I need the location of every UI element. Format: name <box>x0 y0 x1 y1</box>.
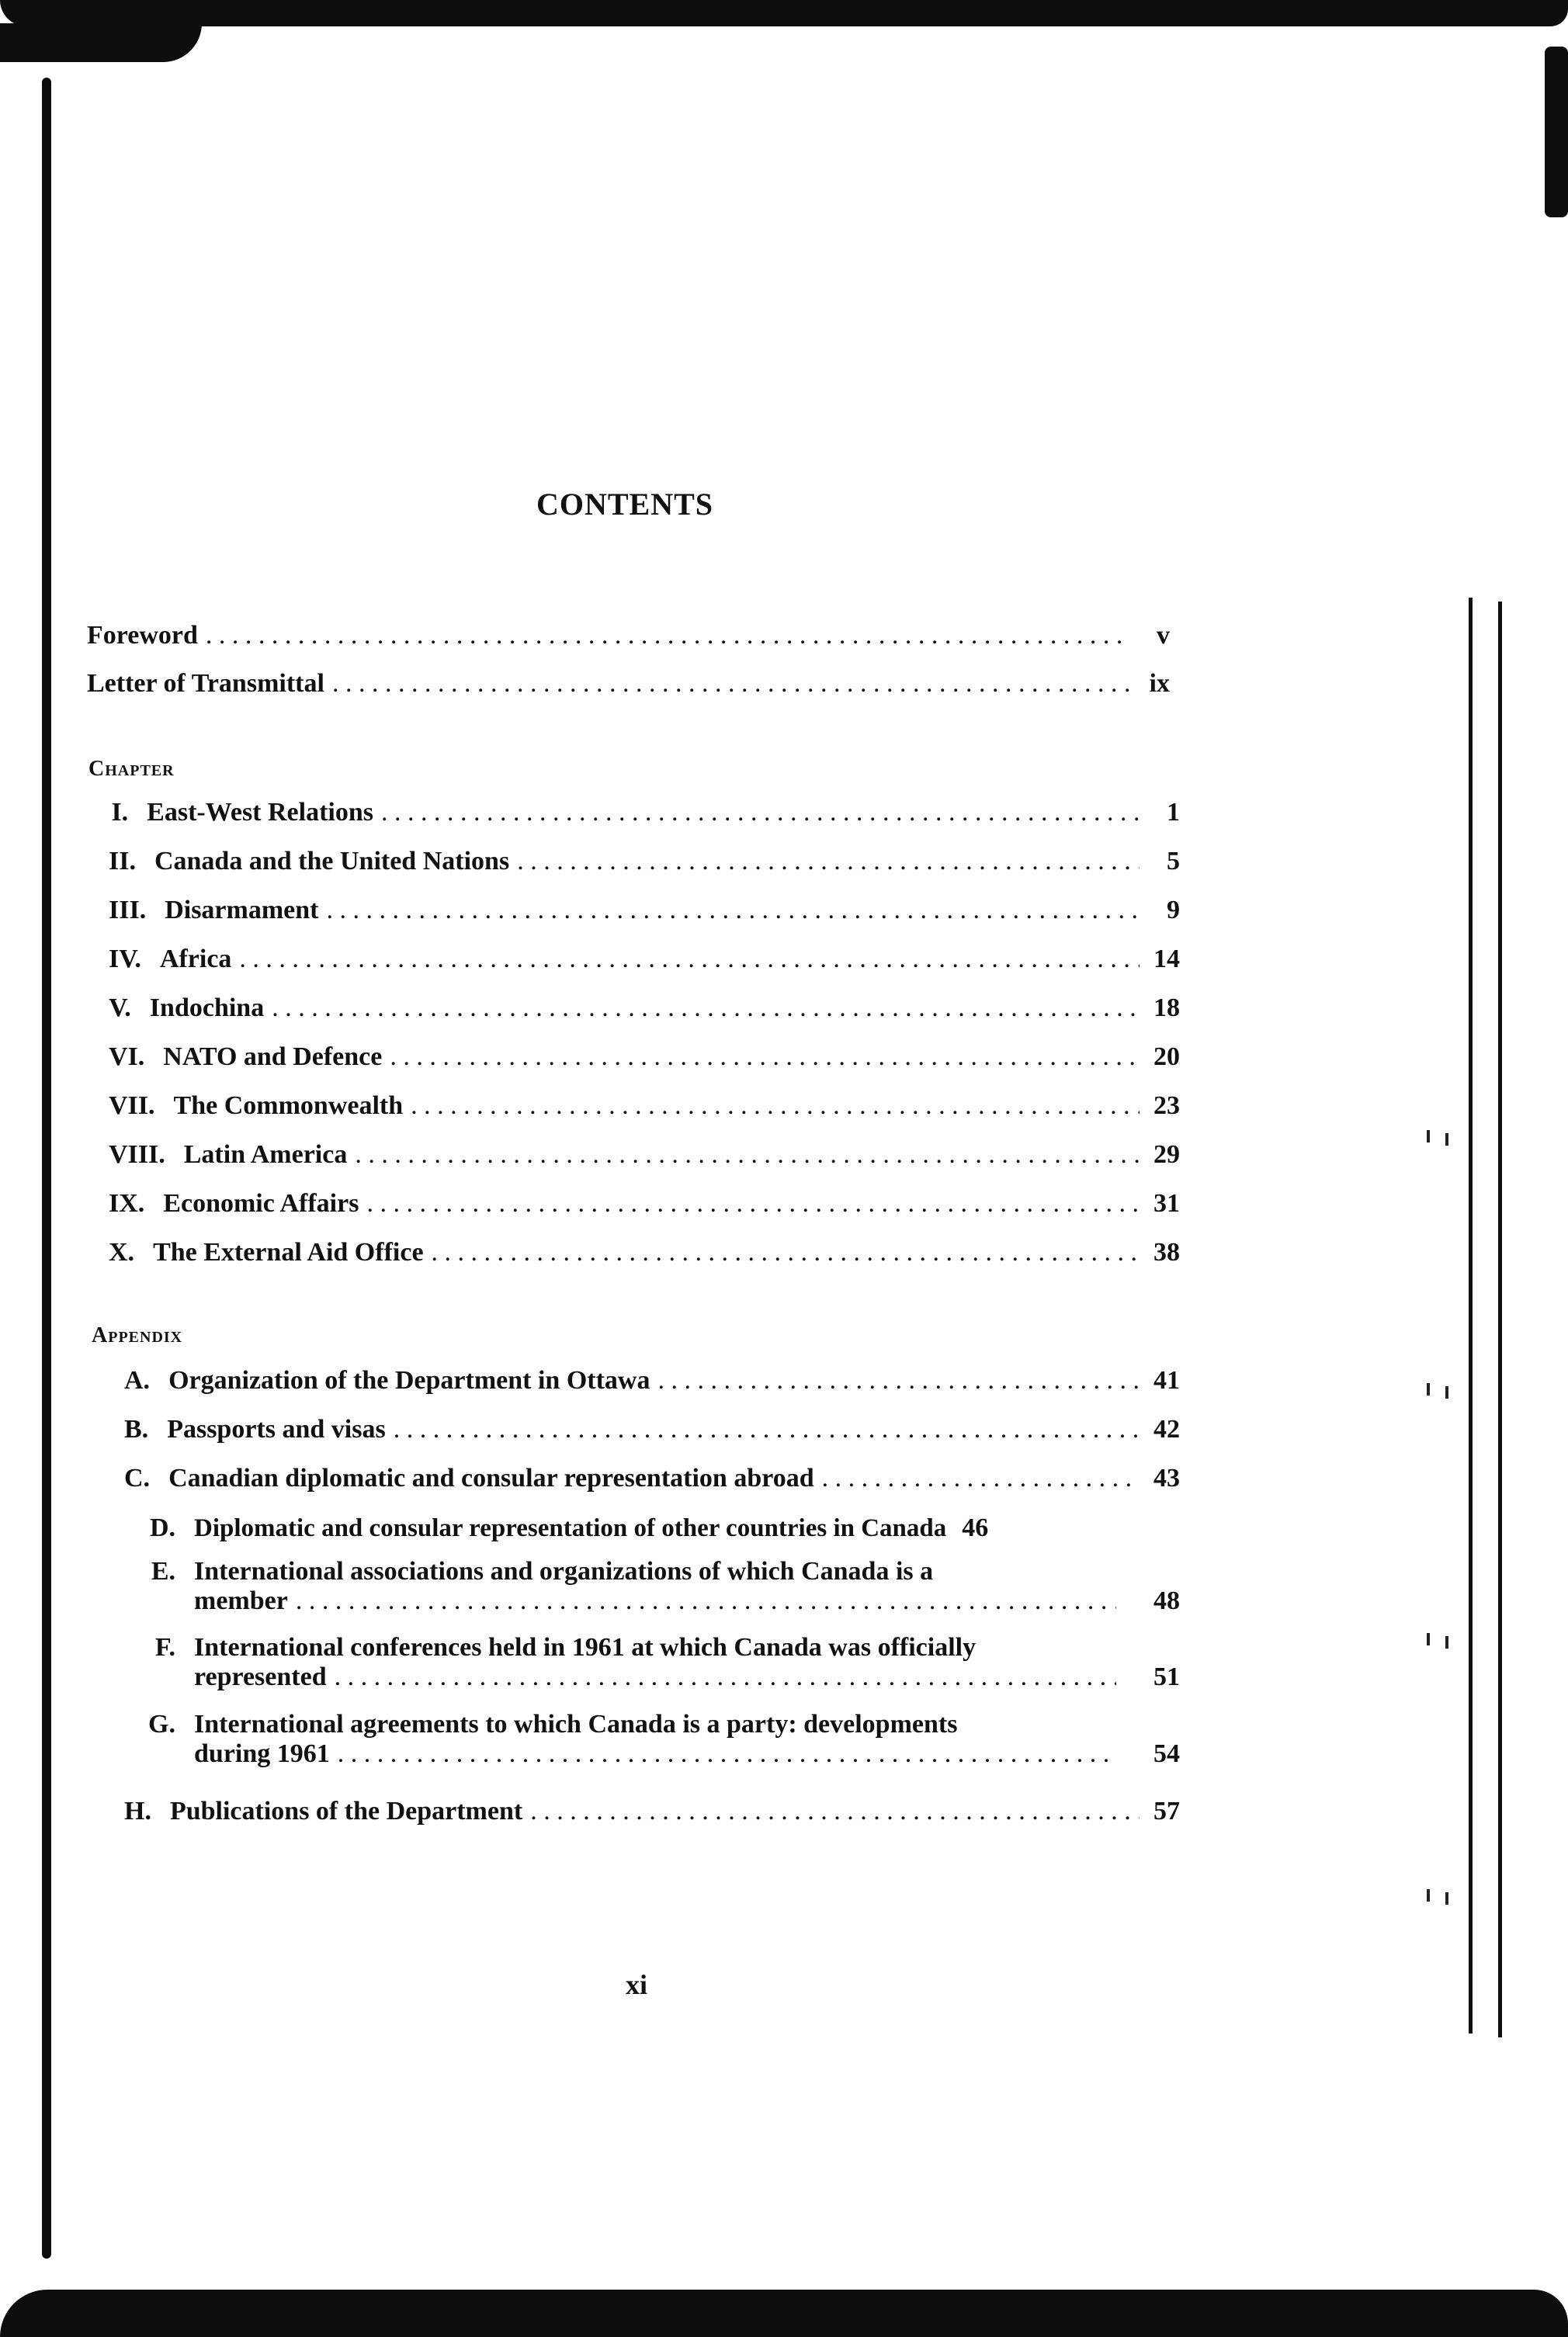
toc-entry-foreword[interactable] <box>87 621 1170 650</box>
dot-leader <box>239 945 1140 974</box>
toc-entry-page: 51 <box>1153 1663 1180 1691</box>
dot-leader <box>390 1042 1140 1072</box>
toc-entry-appendix[interactable] <box>124 1797 1180 1826</box>
margin-tick <box>1427 1889 1430 1902</box>
margin-tick <box>1445 1133 1448 1146</box>
toc-entry-label: Diplomatic and consular representation of other countries in Canada <box>194 1514 947 1542</box>
toc-entry-number: VI. <box>109 1042 145 1071</box>
scan-border-top-shadow <box>0 23 202 62</box>
dot-leader <box>657 1366 1140 1396</box>
toc-entry-page: 54 <box>1153 1739 1180 1768</box>
toc-entry-number: I. <box>111 798 129 827</box>
toc-entry-number: III. <box>109 896 147 924</box>
dot-leader <box>296 1586 1116 1616</box>
toc-entry-chapter[interactable] <box>109 847 1180 876</box>
toc-entry-appendix[interactable] <box>124 1366 1180 1396</box>
toc-entry-number: IV. <box>109 945 141 973</box>
toc-entry-number: G. <box>148 1710 175 1739</box>
toc-entry-chapter[interactable] <box>109 993 1180 1023</box>
page-number: xi <box>625 1969 647 2000</box>
toc-entry-label: Canada and the United Nations <box>154 847 510 876</box>
dot-leader <box>355 1140 1140 1170</box>
margin-rule-right <box>1498 602 1502 2037</box>
toc-entry-label: International conferences held in 1961 at which Canada was officially <box>194 1633 977 1662</box>
toc-entry-page: 38 <box>1153 1238 1180 1267</box>
toc-entry-page: 18 <box>1153 993 1180 1022</box>
toc-entry-number: II. <box>109 847 136 876</box>
dot-leader <box>366 1189 1140 1219</box>
toc-entry-label: International associations and organizations of which Canada is a <box>194 1557 934 1586</box>
toc-entry-page: 57 <box>1153 1797 1180 1826</box>
toc-entry-label: NATO and Defence <box>163 1042 383 1071</box>
toc-entry-number: D. <box>149 1514 175 1542</box>
toc-entry-page: 29 <box>1153 1140 1180 1169</box>
dot-leader <box>411 1091 1140 1121</box>
toc-entry-label: The External Aid Office <box>153 1238 424 1267</box>
toc-entry-appendix[interactable] <box>124 1415 1180 1444</box>
margin-tick <box>1427 1130 1430 1142</box>
toc-entry-page: 48 <box>1153 1586 1180 1615</box>
toc-entry-page: 41 <box>1153 1366 1180 1395</box>
toc-entry-label: Africa <box>159 945 232 973</box>
toc-entry-page: v <box>1157 621 1170 650</box>
toc-entry-chapter[interactable] <box>109 896 1180 925</box>
toc-entry-chapter[interactable] <box>109 1140 1180 1170</box>
toc-entry-number: A. <box>124 1366 151 1395</box>
dot-leader <box>272 993 1140 1023</box>
toc-entry-label: The Commonwealth <box>173 1091 404 1120</box>
toc-entry-page: 31 <box>1153 1189 1180 1218</box>
margin-tick <box>1427 1383 1430 1396</box>
scan-border-top <box>0 0 1568 26</box>
dot-leader <box>338 1739 1116 1769</box>
dot-leader <box>206 621 1129 650</box>
toc-entry-label: Canadian diplomatic and consular representation abroad <box>168 1464 814 1493</box>
dot-leader <box>432 1238 1140 1267</box>
dot-leader <box>822 1464 1140 1493</box>
toc-entry-page: 43 <box>1153 1464 1180 1493</box>
dot-leader <box>327 896 1140 925</box>
toc-entry-number: B. <box>124 1415 149 1444</box>
toc-entry-page: 23 <box>1153 1091 1180 1120</box>
margin-tick <box>1445 1892 1448 1905</box>
appendix-heading: Appendix <box>92 1323 183 1347</box>
margin-tick <box>1445 1386 1448 1399</box>
dot-leader <box>394 1415 1140 1444</box>
dot-leader <box>517 847 1140 876</box>
toc-entry-page: ix <box>1149 669 1170 698</box>
toc-entry-label: International agreements to which Canada is a party: developments <box>194 1710 958 1739</box>
toc-entry-number: VIII. <box>109 1140 165 1169</box>
scan-border-right-corner <box>1545 47 1568 217</box>
scan-border-bottom <box>0 2290 1568 2337</box>
margin-tick <box>1445 1636 1448 1649</box>
toc-entry-page: 20 <box>1153 1042 1180 1071</box>
dot-leader <box>335 1663 1116 1692</box>
toc-entry-chapter[interactable] <box>109 1189 1180 1219</box>
toc-entry-page: 14 <box>1153 945 1180 973</box>
toc-entry-chapter[interactable] <box>109 1238 1180 1267</box>
toc-entry-chapter[interactable] <box>109 945 1180 974</box>
toc-entry-label: Latin America <box>183 1140 348 1169</box>
margin-tick <box>1427 1633 1430 1645</box>
toc-entry-chapter[interactable] <box>109 1091 1180 1121</box>
toc-entry-number: E. <box>151 1557 175 1586</box>
toc-entry-label: Letter of Transmittal <box>87 669 324 698</box>
scan-border-left <box>42 78 51 2259</box>
toc-entry-appendix[interactable] <box>124 1514 1180 1543</box>
toc-entry-chapter[interactable] <box>109 1042 1180 1072</box>
toc-entry-number: F. <box>154 1633 175 1662</box>
toc-entry-label: Foreword <box>87 621 198 650</box>
dot-leader <box>530 1797 1140 1826</box>
toc-entry-appendix[interactable] <box>124 1557 1180 1627</box>
toc-entry-label: Publications of the Department <box>169 1797 523 1826</box>
toc-entry-label-continued: represented <box>194 1663 327 1691</box>
toc-entry-label: Organization of the Department in Ottawa <box>168 1366 650 1395</box>
toc-entry-chapter[interactable] <box>109 798 1180 827</box>
toc-entry-number: C. <box>124 1464 151 1493</box>
dot-leader <box>332 669 1129 699</box>
toc-entry-label: Disarmament <box>165 896 319 924</box>
toc-entry-label: Economic Affairs <box>163 1189 359 1218</box>
toc-entry-page: 42 <box>1153 1415 1180 1444</box>
toc-entry-appendix[interactable] <box>124 1633 1180 1703</box>
dot-leader <box>381 798 1140 827</box>
toc-entry-appendix[interactable] <box>124 1464 1180 1493</box>
toc-entry-page: 5 <box>1167 847 1180 876</box>
toc-entry-page: 1 <box>1167 798 1180 827</box>
toc-entry-label-continued: member <box>194 1586 288 1615</box>
toc-entry-number: X. <box>109 1238 135 1267</box>
toc-entry-number: H. <box>124 1797 151 1826</box>
toc-entry-page: 9 <box>1167 896 1180 924</box>
toc-entry-label: East-West Relations <box>147 798 373 827</box>
toc-entry-appendix[interactable] <box>124 1710 1180 1780</box>
toc-entry-number: V. <box>109 993 131 1022</box>
chapter-heading: Chapter <box>88 757 175 781</box>
page-title: CONTENTS <box>536 487 714 522</box>
toc-entry-number: IX. <box>109 1189 145 1218</box>
toc-entry-number: VII. <box>109 1091 155 1120</box>
toc-entry-letter-of-transmittal[interactable] <box>87 669 1170 699</box>
toc-entry-page: 46 <box>962 1514 989 1542</box>
toc-entry-label: Indochina <box>149 993 265 1022</box>
toc-entry-label-continued: during 1961 <box>194 1739 330 1768</box>
margin-rule-left <box>1469 598 1473 2034</box>
toc-entry-label: Passports and visas <box>167 1415 386 1444</box>
